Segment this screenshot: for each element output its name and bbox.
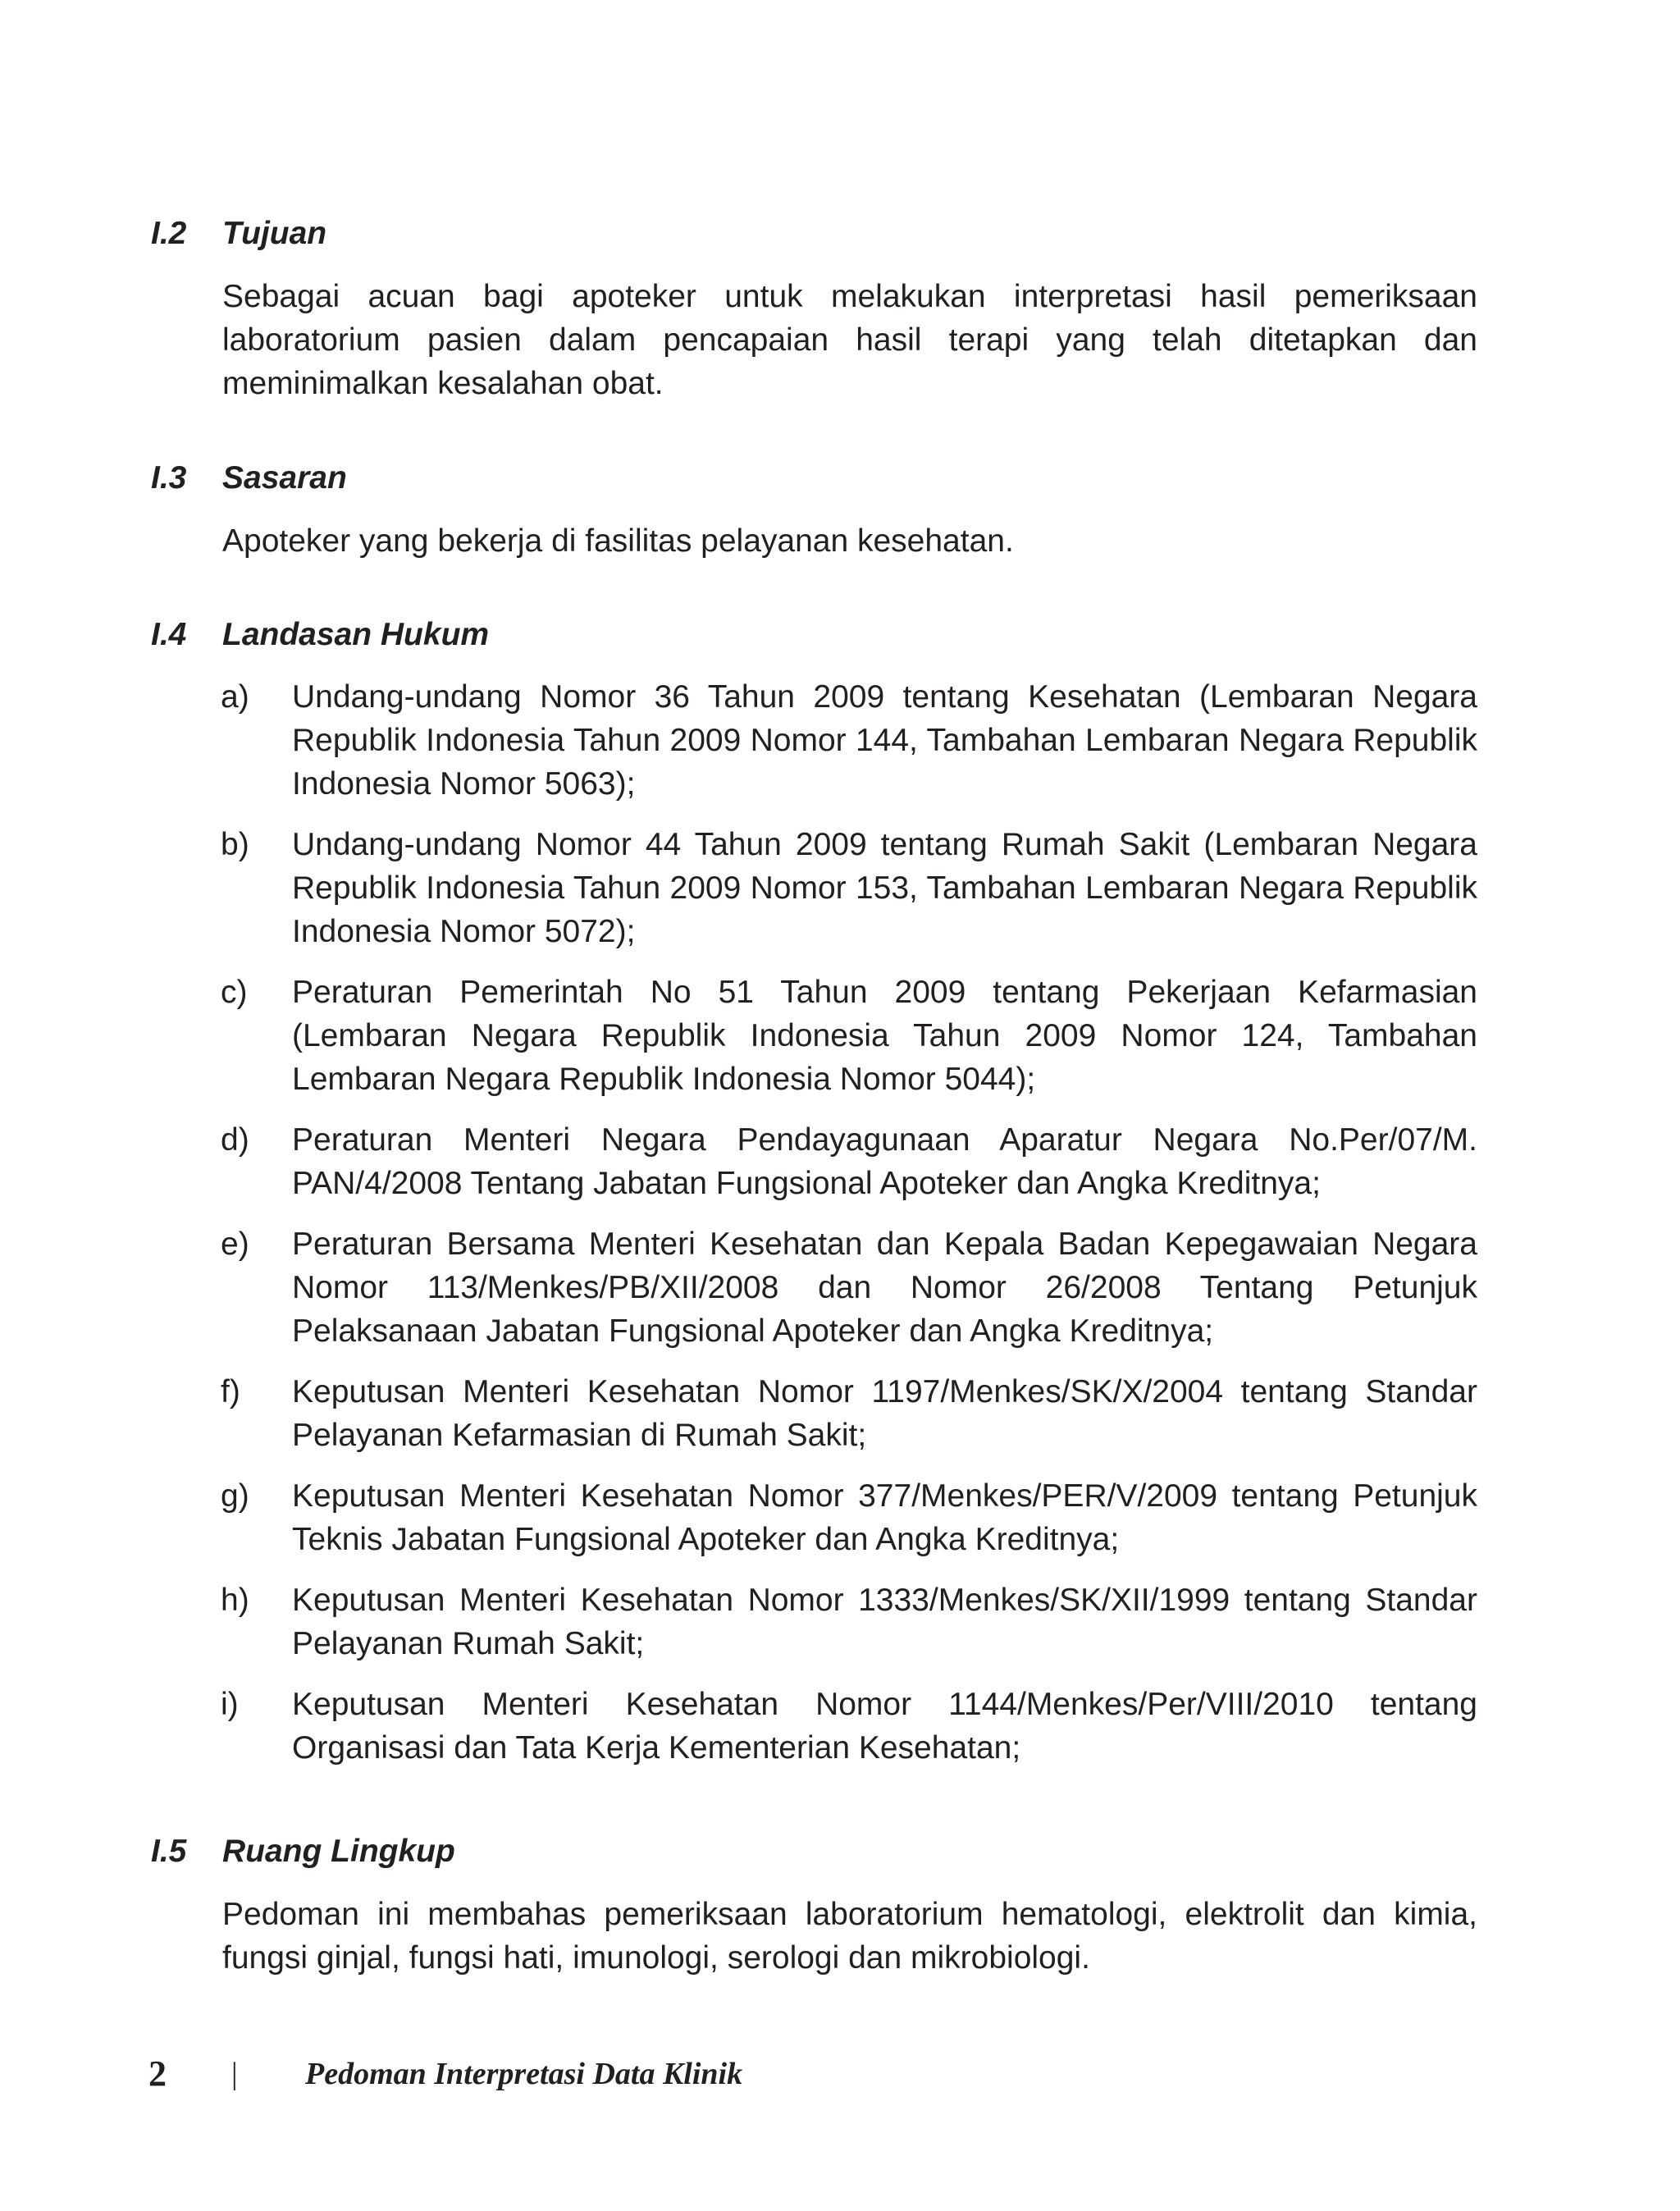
list-item <box>0 971 1680 1101</box>
list-item <box>0 675 1680 806</box>
section-title: Landasan Hukum <box>222 617 490 652</box>
section-title: Ruang Lingkup <box>222 1834 455 1869</box>
list-item-text: Peraturan Bersama Menteri Kesehatan dan Kepala Badan Kepegawaian Negara Nomor 113/Menkes/PB/XII/2008 dan Nomor 26/2008 Tentang Petunjuk Pelaksanaan Jabatan Fungsional Apoteker dan Angka Kreditnya; <box>292 1227 1477 1349</box>
page-footer <box>0 2049 1680 2099</box>
legal-basis-list <box>0 675 1680 1770</box>
section-landasan-hukum <box>0 612 1680 1787</box>
list-item-text: Keputusan Menteri Kesehatan Nomor 1144/Menkes/Per/VIII/2010 tentang Organisasi dan Tata Kerja Kementerian Kesehatan; <box>292 1687 1477 1766</box>
section-tujuan <box>0 211 1680 405</box>
section-heading <box>0 211 1680 257</box>
list-marker: f) <box>221 1374 240 1409</box>
list-item-text: Keputusan Menteri Kesehatan Nomor 1197/Menkes/SK/X/2004 tentang Standar Pelayanan Kefarmasian di Rumah Sakit; <box>292 1374 1477 1453</box>
book-title: Pedoman Interpretasi Data Klinik <box>305 2057 743 2091</box>
footer-separator: | <box>231 2057 238 2091</box>
list-item-text: Peraturan Menteri Negara Pendayagunaan Aparatur Negara No.Per/07/M. PAN/4/2008 Tentang Jabatan Fungsional Apoteker dan Angka Kreditnya; <box>292 1122 1477 1201</box>
list-item-text: Keputusan Menteri Kesehatan Nomor 377/Menkes/PER/V/2009 tentang Petunjuk Teknis Jabatan Fungsional Apoteker dan Angka Kreditnya; <box>292 1478 1477 1557</box>
section-number: I.2 <box>151 216 187 251</box>
list-marker: a) <box>221 679 249 715</box>
list-marker: b) <box>221 827 249 862</box>
list-item <box>0 1222 1680 1353</box>
section-body: Apoteker yang bekerja di fasilitas pelayanan kesehatan. <box>222 523 1014 559</box>
section-title: Tujuan <box>222 216 327 251</box>
list-item <box>0 1474 1680 1561</box>
list-marker: i) <box>221 1687 239 1722</box>
section-heading <box>0 612 1680 658</box>
list-item <box>0 1370 1680 1457</box>
section-ruang-lingkup <box>0 1829 1680 1980</box>
section-body: Sebagai acuan bagi apoteker untuk melakukan interpretasi hasil pemeriksaan laboratorium pasien dalam pencapaian hasil terapi yang telah ditetapkan dan meminimalkan kesalahan obat. <box>222 279 1477 401</box>
list-marker: d) <box>221 1122 249 1158</box>
list-item-text: Keputusan Menteri Kesehatan Nomor 1333/Menkes/SK/XII/1999 tentang Standar Pelayanan Rumah Sakit; <box>292 1583 1477 1661</box>
section-heading <box>0 1829 1680 1875</box>
section-number: I.5 <box>151 1834 187 1869</box>
list-item <box>0 1683 1680 1770</box>
section-number: I.4 <box>151 617 187 652</box>
section-number: I.3 <box>151 460 187 496</box>
list-item-text: Undang-undang Nomor 36 Tahun 2009 tentang Kesehatan (Lembaran Negara Republik Indonesia Tahun 2009 Nomor 144, Tambahan Lembaran Negara Republik Indonesia Nomor 5063); <box>292 679 1477 802</box>
section-heading <box>0 455 1680 501</box>
list-marker: e) <box>221 1227 249 1262</box>
list-item-text: Undang-undang Nomor 44 Tahun 2009 tentang Rumah Sakit (Lembaran Negara Republik Indonesia Tahun 2009 Nomor 153, Tambahan Lembaran Negara Republik Indonesia Nomor 5072); <box>292 827 1477 949</box>
section-sasaran <box>0 455 1680 563</box>
list-item <box>0 823 1680 953</box>
section-body: Pedoman ini membahas pemeriksaan laboratorium hematologi, elektrolit dan kimia, fungsi ginjal, fungsi hati, imunologi, serologi dan mikrobiologi. <box>222 1897 1477 1976</box>
list-item <box>0 1578 1680 1665</box>
list-item <box>0 1118 1680 1205</box>
list-marker: c) <box>221 975 248 1010</box>
page-number: 2 <box>148 2053 167 2094</box>
list-marker: g) <box>221 1478 249 1514</box>
section-title: Sasaran <box>222 460 347 496</box>
list-marker: h) <box>221 1583 249 1618</box>
list-item-text: Peraturan Pemerintah No 51 Tahun 2009 tentang Pekerjaan Kefarmasian (Lembaran Negara Republik Indonesia Tahun 2009 Nomor 124, Tambahan Lembaran Negara Republik Indonesia Nomor 5044); <box>292 975 1477 1097</box>
